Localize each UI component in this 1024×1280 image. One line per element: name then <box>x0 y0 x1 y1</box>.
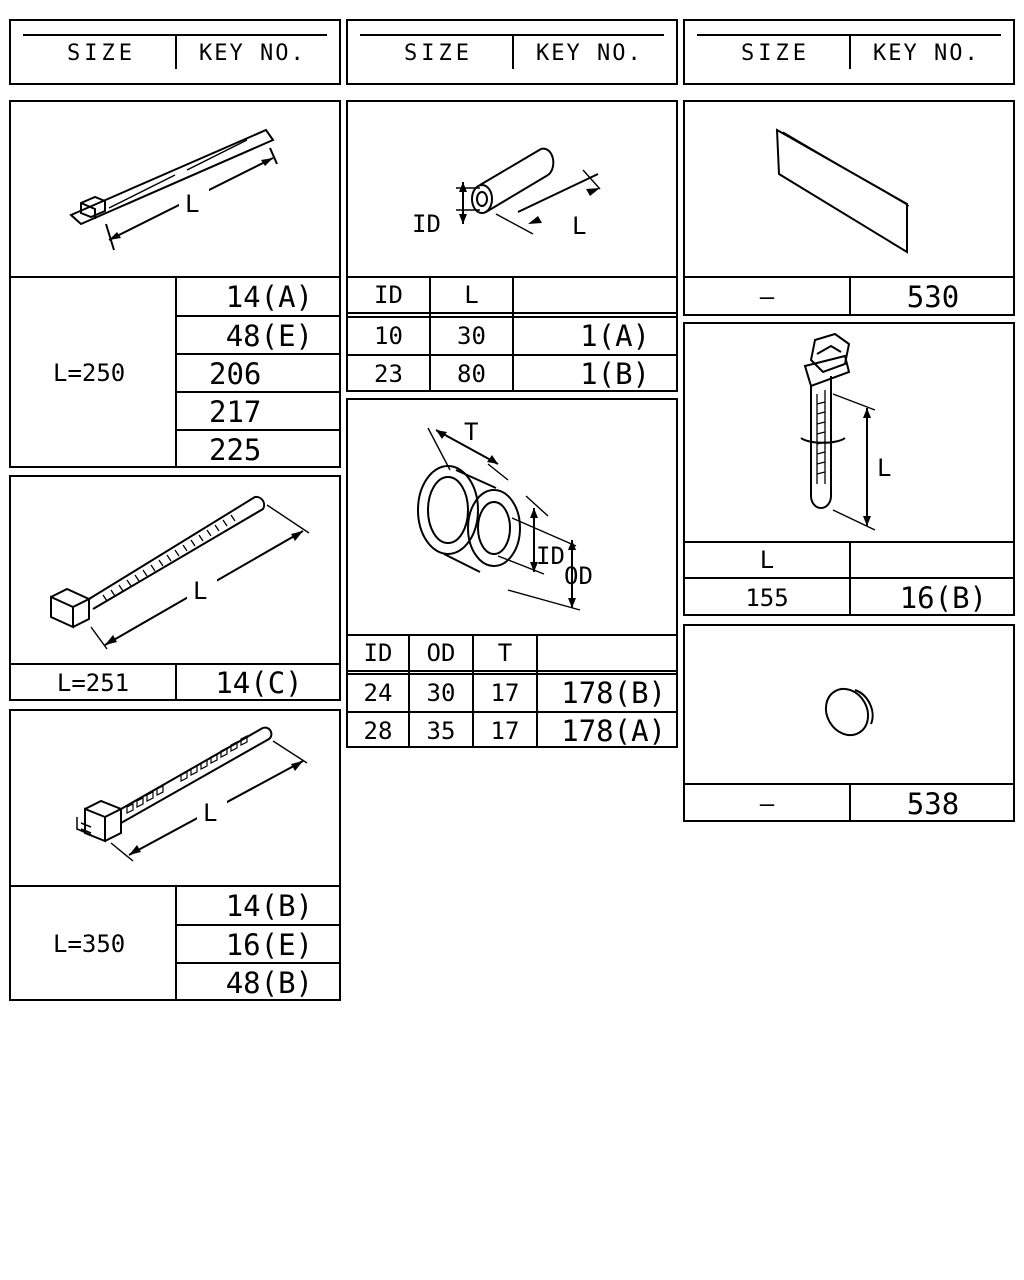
table-cell-t: 17 <box>490 716 520 745</box>
key-cell: 16(E) <box>225 927 313 962</box>
header-key-label: KEY NO. <box>873 41 980 66</box>
table-cell-od: 35 <box>426 716 456 745</box>
key-cell: 178(B) <box>561 676 666 710</box>
key-cell: 14(A) <box>225 280 313 314</box>
header-key-label: KEY NO. <box>536 41 643 66</box>
dim-label-L: L <box>193 577 208 605</box>
table-cell-l: 30 <box>457 322 486 350</box>
plug-illustration <box>685 626 1015 784</box>
panel-cable-tie-350 <box>9 709 341 1001</box>
table-cell-id: 24 <box>363 679 393 707</box>
column-header-od: OD <box>426 639 456 667</box>
header-key-label: KEY NO. <box>199 41 306 66</box>
column-header-l: L <box>759 546 775 574</box>
header-col2 <box>346 19 678 85</box>
dim-label-L: L <box>572 212 587 240</box>
key-cell: 48(B) <box>225 965 313 1000</box>
key-cell: 16(B) <box>899 580 987 615</box>
dim-label-T: T <box>464 418 479 446</box>
key-cell: 530 <box>906 280 960 314</box>
key-cell: 1(A) <box>580 319 650 353</box>
grommet-illustration <box>348 400 678 634</box>
header-size-label: SIZE <box>404 41 473 66</box>
dim-label-L: L <box>185 190 200 218</box>
key-cell: 48(E) <box>225 318 313 353</box>
key-cell: 1(B) <box>580 357 650 391</box>
header-col3 <box>683 19 1015 85</box>
dim-label-L: L <box>877 454 892 482</box>
key-cell: 178(A) <box>561 713 666 748</box>
column-header-id: ID <box>374 281 403 309</box>
table-cell-id: 23 <box>374 360 403 388</box>
table-cell-od: 30 <box>426 679 456 707</box>
panel-tube <box>346 100 678 392</box>
size-cell: L=250 <box>53 359 126 387</box>
dim-label-ID: ID <box>412 210 441 238</box>
table-cell-id: 10 <box>374 322 403 350</box>
size-cell: 155 <box>745 583 789 612</box>
key-cell: 14(B) <box>225 888 313 923</box>
size-cell: L=350 <box>53 930 126 958</box>
key-cell: 225 <box>209 432 262 467</box>
key-cell: 206 <box>209 356 262 391</box>
key-cell: 14(C) <box>215 666 303 700</box>
push-clip-illustration <box>685 324 1015 542</box>
table-cell-id: 28 <box>363 716 393 745</box>
size-cell: — <box>759 789 775 818</box>
header-size-label: SIZE <box>741 41 810 66</box>
size-cell: L=251 <box>56 669 130 697</box>
table-cell-t: 17 <box>490 679 520 707</box>
header-col1 <box>9 19 341 85</box>
header-size-label: SIZE <box>67 41 136 66</box>
panel-cable-tie-251 <box>9 475 341 701</box>
panel-plug <box>683 624 1015 822</box>
cable-tie-251-illustration <box>11 477 341 663</box>
dim-label-OD: OD <box>564 562 593 590</box>
cable-tie-250-illustration <box>11 102 341 278</box>
cable-tie-350-illustration <box>11 711 341 887</box>
key-cell: 538 <box>906 786 960 821</box>
dim-label-ID: ID <box>536 542 565 570</box>
column-header-l: L <box>464 281 479 309</box>
dim-label-L: L <box>203 799 218 827</box>
size-cell: — <box>759 283 775 311</box>
column-header-id: ID <box>363 639 393 667</box>
panel-grommet <box>346 398 678 748</box>
key-cell: 217 <box>209 394 262 429</box>
column-header-t: T <box>497 639 513 667</box>
sheet-illustration <box>685 102 1015 278</box>
table-cell-l: 80 <box>457 360 486 388</box>
panel-sheet <box>683 100 1015 316</box>
tube-illustration <box>348 102 678 278</box>
panel-push-clip <box>683 322 1015 616</box>
panel-cable-tie-250 <box>9 100 341 468</box>
